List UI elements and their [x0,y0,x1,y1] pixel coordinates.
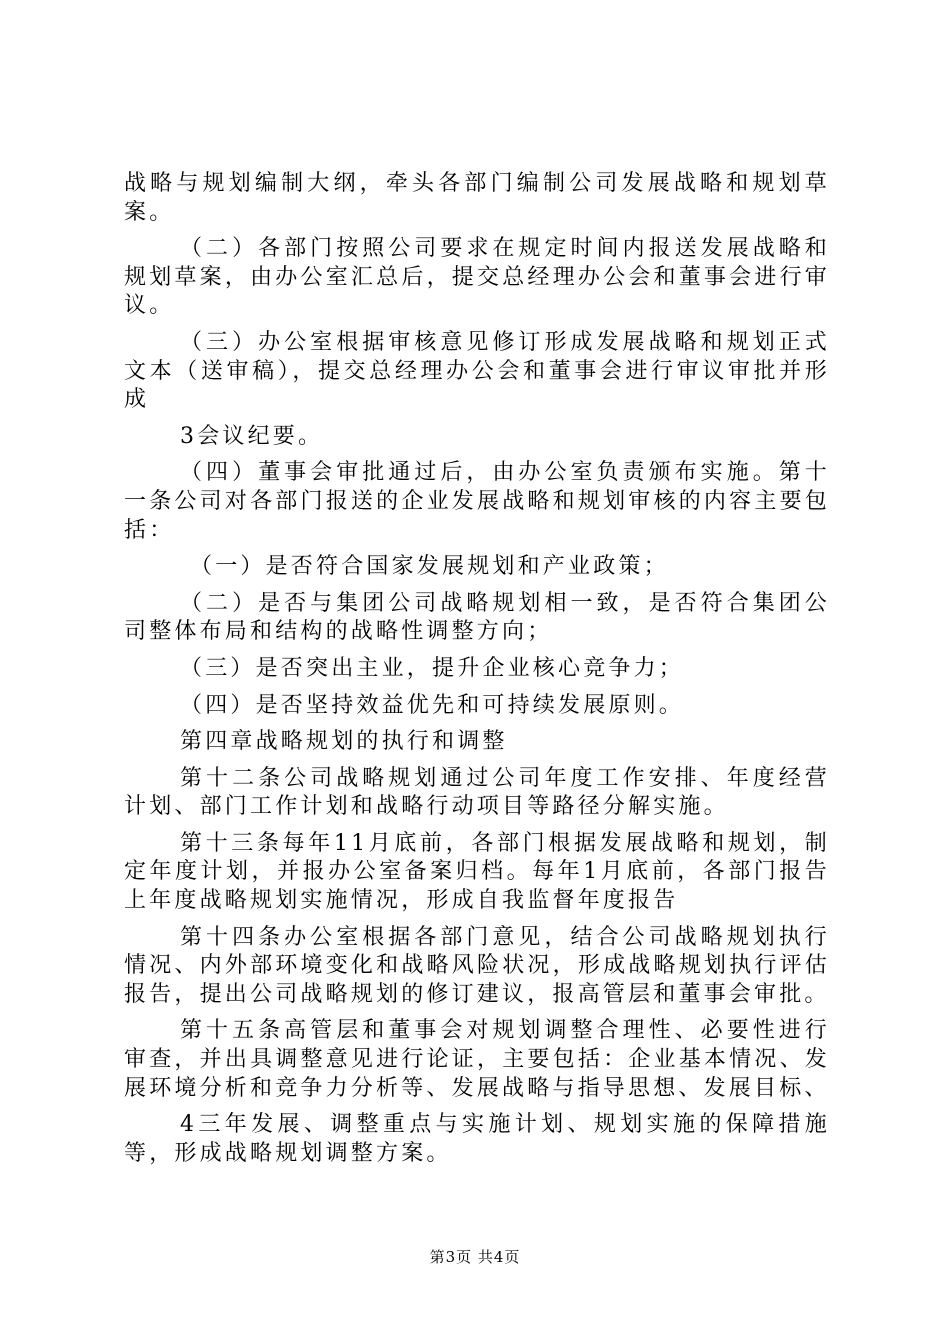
paragraph-15: 4三年发展、调整重点与实施计划、规划实施的保障措施等，形成战略规划调整方案。 [124,1112,830,1166]
paragraph-9: （四）是否坚持效益优先和可持续发展原则。 [180,692,685,718]
paragraph-11: 第十二条公司战略规划通过公司年度工作安排、年度经营计划、部门工作计划和战略行动项目等路径分解实施。 [124,765,830,820]
paragraph-8: （三）是否突出主业，提升企业核心竞争力； [180,655,685,681]
paragraph-14: 第十五条高管层和董事会对规划调整合理性、必要性进行审查，并出具调整意见进行论证，主要包括：企业基本情况、发展环境分析和竞争力分析等、发展战略与指导思想、发展目标、 [124,1018,830,1101]
page-number-footer: 第3页 共4页 [429,1248,521,1266]
paragraph-2: （二）各部门按照公司要求在规定时间内报送发展战略和规划草案，由办公室汇总后，提交总经理办公会和董事会进行审议。 [124,236,830,319]
paragraph-5: （四）董事会审批通过后，由办公室负责颁布实施。第十一条公司对各部门报送的企业发展战略和规划审核的内容主要包括： [124,460,830,543]
paragraph-6: （一）是否符合国家发展规划和产业政策； [190,554,669,580]
chapter-heading: 第四章战略规划的执行和调整 [180,729,508,755]
document-body [124,170,830,1176]
paragraph-1: 战略与规划编制大纲，牵头各部门编制公司发展战略和规划草案。 [124,171,830,225]
paragraph-7: （二）是否与集团公司战略规划相一致，是否符合集团公司整体布局和结构的战略性调整方向； [124,590,830,645]
paragraph-3: （三）办公室根据审核意见修订形成发展战略和规划正式文本（送审稿），提交总经理办公会和董事会进行审议审批并形成 [124,329,830,413]
paragraph-4: 3会议纪要。 [180,423,324,449]
paragraph-13: 第十四条办公室根据各部门意见，结合公司战略规划执行情况、内外部环境变化和战略风险状况，形成战略规划执行评估报告，提出公司战略规划的修订建议，报高管层和董事会审批。 [124,924,830,1007]
paragraph-12: 第十三条每年11月底前，各部门根据发展战略和规划，制定年度计划，并报办公室备案归档。每年1月底前，各部门报告上年度战略规划实施情况，形成自我监督年度报告 [124,830,830,914]
